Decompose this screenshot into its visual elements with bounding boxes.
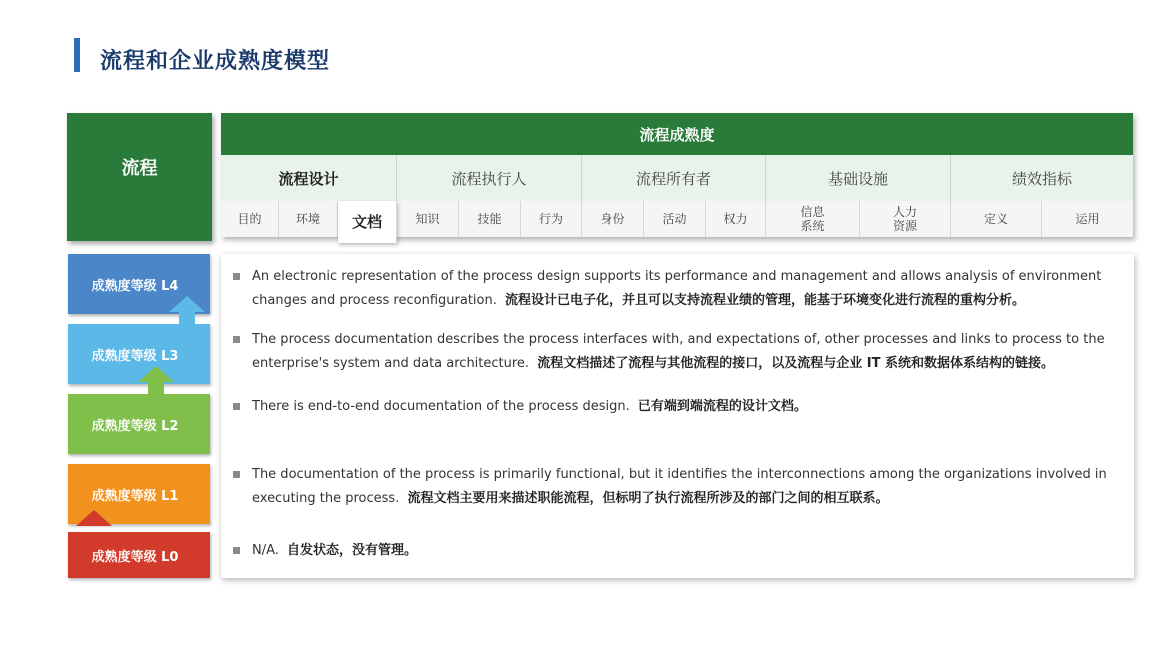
- description-l3-zh: 流程文档描述了流程与其他流程的接口，以及流程与企业 IT 系统和数据体系结构的链接。: [537, 356, 1054, 371]
- page-title: 流程和企业成熟度模型: [100, 49, 331, 74]
- level-descriptions-panel: [221, 254, 1134, 578]
- sub-documentation: 文档: [338, 201, 397, 243]
- category-process-design: 流程设计: [221, 155, 397, 201]
- sub-skills: 技能: [459, 201, 521, 237]
- sub-definition: 定义: [951, 201, 1042, 237]
- description-l3-en: The process documentation describes the process interfaces with, and expectations of, other processes and links to process to the enterprise's system and data architecture.: [252, 332, 1105, 371]
- description-l1-zh: 流程文档主要用来描述职能流程，但标明了执行流程所涉及的部门之间的相互联系。: [407, 491, 889, 506]
- description-l0-zh: 自发状态，没有管理。: [287, 543, 418, 558]
- square-bullet-icon: [233, 547, 240, 554]
- maturity-header-table: [221, 113, 1133, 237]
- category-process-performers: 流程执行人: [397, 155, 582, 201]
- sub-activities: 活动: [644, 201, 706, 237]
- description-l2: [233, 395, 1120, 419]
- sub-context: 环境: [279, 201, 338, 237]
- level-l0: 成熟度等级 L0: [68, 532, 210, 578]
- description-l0-en: N/A.: [252, 543, 279, 558]
- header-title: 流程成熟度: [221, 113, 1133, 155]
- process-label-box: 流程: [67, 113, 212, 241]
- maturity-level-ladder: [68, 254, 210, 580]
- square-bullet-icon: [233, 471, 240, 478]
- description-l4-zh: 流程设计已电子化，并且可以支持流程业绩的管理，能基于环境变化进行流程的重构分析。: [505, 293, 1026, 308]
- description-l3: [233, 328, 1120, 376]
- square-bullet-icon: [233, 336, 240, 343]
- up-arrow-icon: [138, 366, 174, 382]
- arrow-stem: [148, 382, 164, 394]
- arrow-stem: [179, 312, 195, 324]
- level-l4: 成熟度等级 L4: [68, 254, 210, 314]
- title-accent-bar: [74, 38, 80, 72]
- category-row: [221, 155, 1133, 201]
- subcategory-row: [221, 201, 1133, 237]
- sub-information-systems: 信息 系统: [766, 201, 860, 237]
- category-process-owner: 流程所有者: [582, 155, 766, 201]
- sub-human-resources: 人力 资源: [860, 201, 951, 237]
- description-l4: [233, 265, 1120, 313]
- sub-knowledge: 知识: [397, 201, 459, 237]
- category-infrastructure: 基础设施: [766, 155, 951, 201]
- description-l1-en: The documentation of the process is primarily functional, but it identifies the interconnections among the organizations involved in executing the process.: [252, 467, 1107, 506]
- category-metrics: 绩效指标: [1011, 169, 1072, 188]
- up-arrow-icon: [169, 296, 205, 312]
- sub-identity: 身份: [582, 201, 644, 237]
- sub-uses: 运用: [1075, 212, 1100, 226]
- up-arrow-icon: [76, 510, 112, 526]
- square-bullet-icon: [233, 403, 240, 410]
- level-l3: 成熟度等级 L3: [68, 324, 210, 384]
- sub-behavior: 行为: [521, 201, 582, 237]
- level-l2: 成熟度等级 L2: [68, 394, 210, 454]
- square-bullet-icon: [233, 273, 240, 280]
- description-l2-zh: 已有端到端流程的设计文档。: [637, 399, 807, 414]
- sub-purpose: 目的: [221, 201, 279, 237]
- description-l1: [233, 463, 1120, 511]
- description-l2-en: There is end-to-end documentation of the process design.: [252, 399, 630, 414]
- level-l1: 成熟度等级 L1: [68, 464, 210, 524]
- sub-authority: 权力: [706, 201, 766, 237]
- description-l4-en: An electronic representation of the process design supports its performance and management and allows analysis of environment changes and process reconfiguration.: [252, 269, 1102, 308]
- description-l0: [233, 539, 1120, 563]
